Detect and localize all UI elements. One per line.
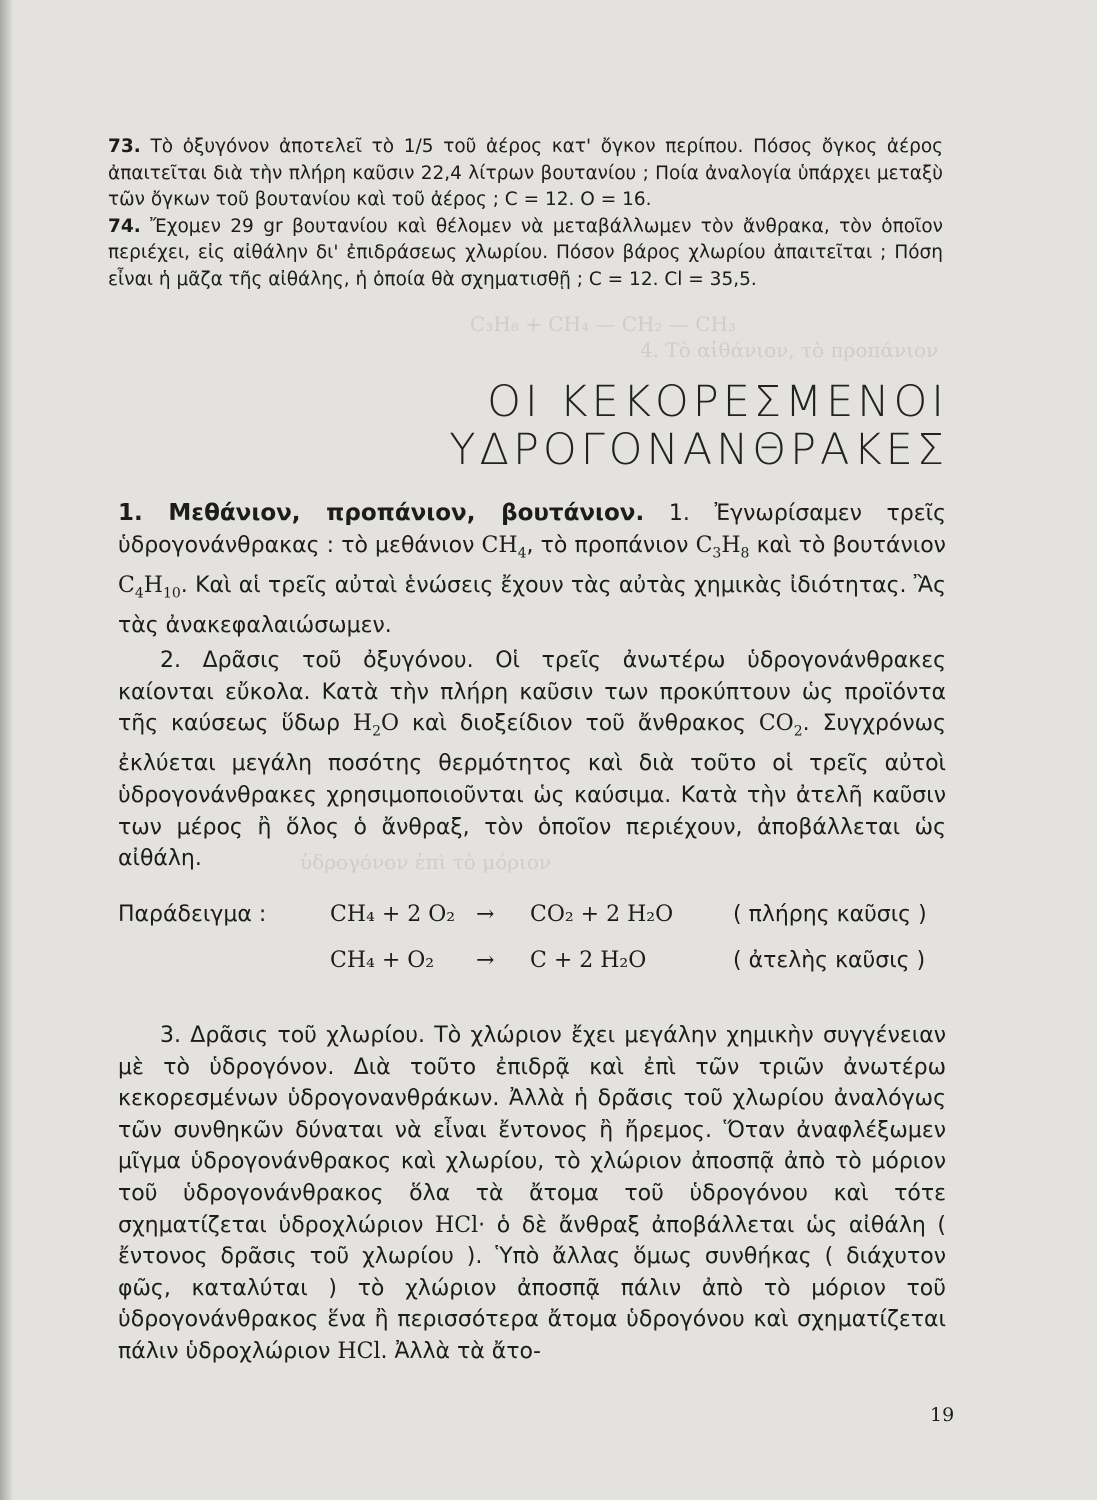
paragraph-text: . Συγχρόνως ἐκλύεται μεγάλη ποσότης θερμότητος καὶ διὰ τοῦτο οἱ τρεῖς αὐτοὶ ὑδρογονάνθρακες χρησιμοποιοῦνται ὡς καύσιμα. Κατὰ τὴν ἀτελῆ καῦσιν των μέρος ἢ ὅλος ὁ ἄνθραξ, τὸν ὁποῖον περιέχουν, ἀποβάλλεται ὡς αἰθάλη. (118, 711, 946, 872)
exercise-text: Ἔχομεν 29 gr βουτανίου καὶ θέλομεν νὰ μεταβάλλωμεν τὸν ἄνθρακα, τὸν ὁποῖον περιέχει, εἰς αἰθάλην δι' ἐπιδράσεως χλωρίου. Πόσον βάρος χλωρίου ἀπαιτεῖται ; Πόση εἶναι ἡ μᾶζα τῆς αἰθάλης, ἡ ὁποία θὰ σχηματισθῇ ; C = 12. Cl = 35,5. (108, 215, 943, 290)
formula-methane (481, 532, 527, 561)
paragraph-text: 3. Δρᾶσις τοῦ χλωρίου. Τὸ χλώριον ἔχει μεγάλην χημικὴν συγγένειαν μὲ τὸ ὑδρογόνον. Διὰ τοῦτο ἐπιδρᾷ καὶ ἐπὶ τῶν τριῶν ἀνωτέρω κεκορεσμένων ὑδρογονανθράκων. Ἀλλὰ ἡ δρᾶσις τοῦ χλωρίου ἀναλόγως τῶν συνθηκῶν δύναται νὰ εἶναι ἔντονος ἢ ἤρεμος. Ὅταν ἀναφλέξωμεν μῖγμα ὑδρογονάνθρακος καὶ χλωρίου, τὸ χλώριον ἀποσπᾷ ἀπὸ τὸ μόριον τοῦ ὑδρογονάνθρακος ὅλα τὰ ἄτομα τοῦ ὑδρογόνου καὶ τότε σχηματίζεται ὑδροχλώριον (118, 1023, 946, 1238)
main-text-lower (118, 1020, 946, 1368)
example-equations (118, 902, 948, 982)
equation-2-note: ( ἀτελὴς καῦσις ) (733, 948, 926, 973)
formula-part: CH (481, 532, 518, 558)
paragraph-text: 1. Ἐγνωρίσαμεν τρεῖς ὑδρογονάνθρακας : τὸ μεθάνιον (118, 501, 946, 558)
formula-subscript: 8 (740, 544, 750, 561)
paragraph-text: καὶ τὸ βουτάνιον (756, 532, 946, 558)
exercise-74 (108, 214, 943, 294)
section-3-paragraph (118, 1020, 946, 1368)
paragraph-text: 2. Δρᾶσις τοῦ ὀξυγόνου. Οἱ τρεῖς ἀνωτέρω ὑδρογονάνθρακες καίονται εὔκολα. Κατὰ τὴν πλήρη καῦσιν των προκύπτουν ὡς προϊόντα τῆς καύσεως ὕδωρ (118, 648, 946, 737)
section-1-paragraph (118, 498, 946, 641)
formula-part: C (695, 532, 713, 558)
formula-water (352, 711, 400, 740)
page-edge-shadow (0, 0, 12, 1500)
equation-1-left: CH₄ + 2 O₂ (330, 902, 456, 927)
equation-1-note: ( πλήρης καῦσις ) (733, 902, 927, 927)
formula-part: H (352, 711, 373, 737)
bleed-through-text: C₃H₈ + CH₄ — CH₂ — CH₃ (470, 312, 736, 336)
formula-butane (118, 572, 181, 601)
main-text-upper (118, 498, 946, 875)
formula-part: H (143, 572, 163, 598)
formula-hcl: HCl (435, 1212, 479, 1238)
formula-subscript: 2 (372, 723, 382, 740)
exercise-number: 74. (108, 215, 141, 237)
equation-2-right: C + 2 H₂O (530, 948, 647, 973)
arrow-icon: → (476, 902, 495, 927)
equation-1-right: CO₂ + 2 H₂O (530, 902, 674, 927)
page-number: 19 (930, 1404, 955, 1426)
equation-2-left: CH₄ + O₂ (330, 948, 435, 973)
paragraph-text: καὶ διοξείδιον τοῦ ἄνθρακος (412, 711, 746, 737)
bleed-through-text: ὑδρογόνον ἐπὶ τὸ μόριον (300, 850, 552, 874)
exercise-text: Τὸ ὀξυγόνον ἀποτελεῖ τὸ 1/5 τοῦ ἀέρος κατ' ὄγκον περίπου. Πόσος ὄγκος ἀέρος ἀπαιτεῖται διὰ τὴν πλήρη καῦσιν 22,4 λίτρων βουτανίου ; Ποία ἀναλογία ὑπάρχει μεταξὺ τῶν ὄγκων τοῦ βουτανίου καὶ τοῦ ἀέρος ; C = 12. O = 16. (108, 136, 943, 210)
formula-co2 (758, 711, 803, 740)
formula-part: CO (758, 711, 794, 737)
formula-subscript: 4 (517, 544, 527, 561)
paragraph-text: , τὸ προπάνιον (526, 532, 689, 558)
section-2-paragraph (118, 645, 946, 875)
chapter-title (378, 378, 948, 474)
formula-subscript: 3 (712, 544, 722, 561)
formula-hcl: HCl (337, 1338, 381, 1364)
formula-part: H (721, 532, 741, 558)
formula-part: O (381, 711, 400, 737)
arrow-icon: → (476, 948, 495, 973)
bleed-through-text: 4. Τὸ αἰθάνιον, τὸ προπάνιον (640, 338, 939, 362)
paragraph-text: . Καὶ αἱ τρεῖς αὐταὶ ἑνώσεις ἔχουν τὰς αὐτὰς χημικὰς ἰδιότητας. Ἂς τὰς ἀνακεφαλαιώσωμεν. (118, 572, 946, 638)
paragraph-text: · ὁ δὲ ἄνθραξ ἀποβάλλεται ὡς αἰθάλη ( ἔντονος δρᾶσις τοῦ χλωρίου ). Ὑπὸ ἄλλας ὅμως συνθήκας ( διάχυτον φῶς, καταλύται ) τὸ χλώριον ἀποσπᾷ πάλιν ἀπὸ τὸ μόριον τοῦ ὑδρογονάνθρακος ἕνα ἢ περισσότερα ἄτομα ὑδρογόνου καὶ σχηματίζεται πάλιν ὑδροχλώριον (118, 1212, 947, 1364)
formula-subscript: 2 (793, 723, 803, 740)
paragraph-text: . Ἀλλὰ τὰ ἄτο- (380, 1338, 541, 1364)
formula-subscript: 4 (134, 584, 144, 601)
section-heading: 1. Μεθάνιον, προπάνιον, βουτάνιον. (118, 500, 645, 526)
exercise-block (108, 134, 943, 293)
formula-propane (695, 532, 750, 561)
chapter-title-line: ΟΙ ΚΕΚΟΡΕΣΜΕΝΟΙ (487, 377, 948, 427)
formula-subscript: 10 (162, 584, 181, 601)
exercise-73 (108, 134, 943, 214)
formula-part: C (118, 572, 135, 598)
exercise-number: 73. (108, 136, 141, 157)
chapter-title-line: ΥΔΡΟΓΟΝΑΝΘΡΑΚΕΣ (449, 425, 948, 475)
example-label: Παράδειγμα : (118, 902, 267, 927)
